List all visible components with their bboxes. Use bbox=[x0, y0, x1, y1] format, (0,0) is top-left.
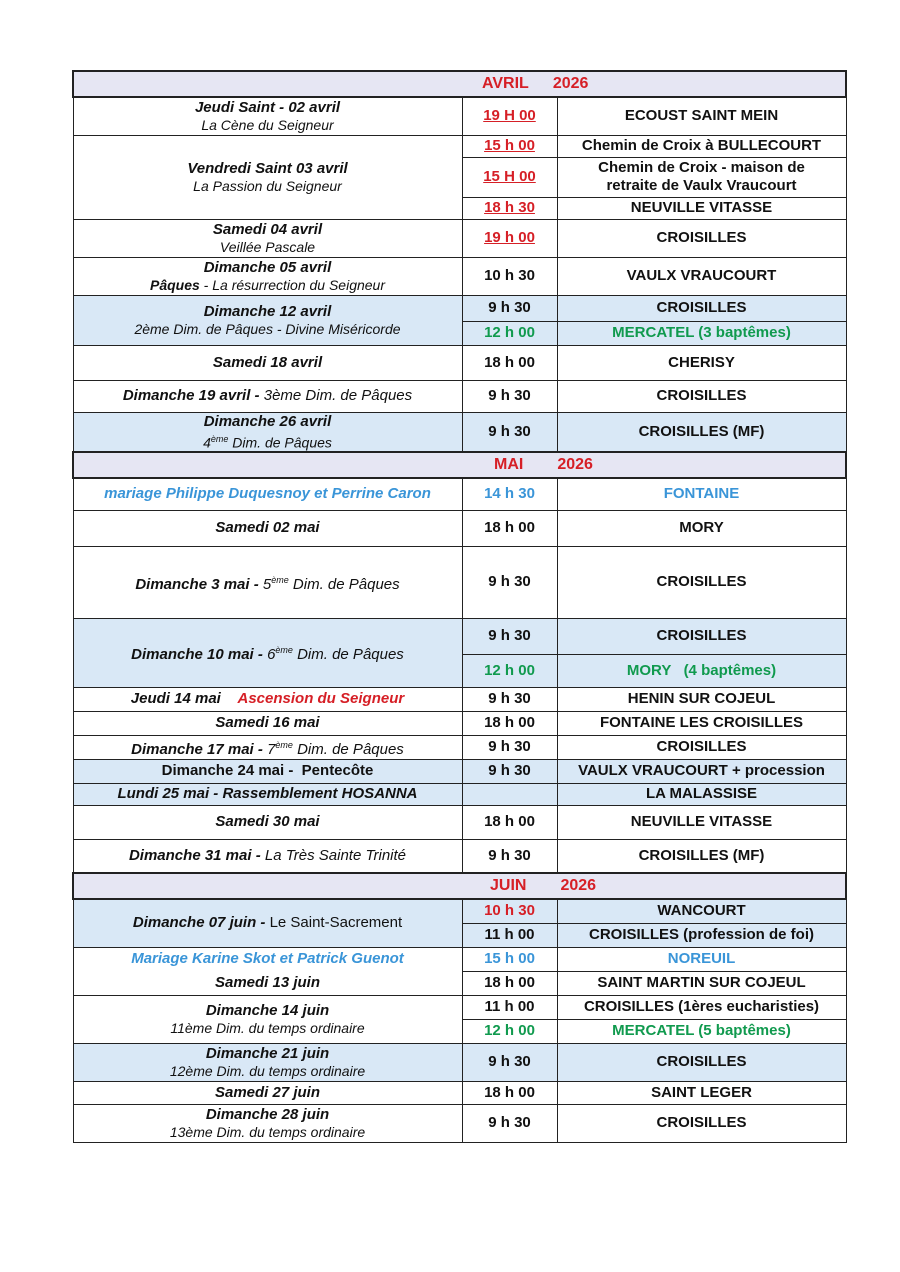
mass-time: 12 h 00 bbox=[462, 654, 557, 687]
month-year: 2026 bbox=[557, 456, 593, 474]
schedule-row bbox=[73, 380, 846, 412]
celebration-subtitle: 2ème Dim. de Pâques - Divine Miséricorde bbox=[134, 320, 401, 337]
celebration-name: Dimanche 05 avril bbox=[203, 258, 332, 276]
mass-time: 9 h 30 bbox=[462, 687, 557, 711]
mass-location: CHERISY bbox=[557, 345, 846, 380]
schedule-row bbox=[73, 295, 846, 321]
mass-location: CROISILLES (MF) bbox=[557, 839, 846, 873]
mass-time: 12 h 00 bbox=[462, 321, 557, 345]
mass-time: 9 h 30 bbox=[462, 546, 557, 618]
mass-time: 18 h 30 bbox=[462, 197, 557, 219]
schedule-row bbox=[73, 257, 846, 295]
celebration-name: Samedi 27 juin bbox=[73, 1081, 462, 1104]
celebration-subtitle: La Très Sainte Trinité bbox=[264, 846, 407, 864]
celebration-name: Jeudi Saint - 02 avril bbox=[194, 98, 341, 116]
schedule-row bbox=[73, 783, 846, 805]
celebration-name: Samedi 02 mai bbox=[73, 510, 462, 546]
schedule-row bbox=[73, 947, 846, 971]
mass-time: 9 h 30 bbox=[462, 1043, 557, 1081]
mass-location: CROISILLES bbox=[557, 219, 846, 257]
ordinal-number: 6 bbox=[267, 646, 276, 664]
celebration-subtitle: Dim. de Pâques bbox=[288, 575, 400, 593]
mass-location: Chemin de Croix à BULLECOURT bbox=[557, 135, 846, 157]
schedule-row bbox=[73, 510, 846, 546]
mass-time: 9 h 30 bbox=[462, 412, 557, 452]
ordinal-suffix: ème bbox=[271, 574, 289, 585]
schedule-row bbox=[73, 759, 846, 783]
schedule-row bbox=[73, 618, 846, 654]
ordinal-number: 5 bbox=[262, 575, 272, 593]
mass-time: 10 h 30 bbox=[462, 257, 557, 295]
celebration-subtitle: Dim. de Pâques bbox=[292, 740, 404, 758]
schedule-row bbox=[73, 345, 846, 380]
mass-location: CROISILLES bbox=[557, 380, 846, 412]
celebration-subtitle: Veillée Pascale bbox=[219, 238, 316, 255]
schedule-row bbox=[73, 1043, 846, 1081]
celebration-subtitle: 13ème Dim. du temps ordinaire bbox=[169, 1123, 366, 1140]
celebration-name: Dimanche 17 mai - bbox=[131, 740, 268, 758]
celebration-name: Samedi 16 mai bbox=[73, 711, 462, 735]
mass-location: NEUVILLE VITASSE bbox=[557, 197, 846, 219]
celebration-name: Samedi 18 avril bbox=[73, 345, 462, 380]
month-name: AVRIL bbox=[482, 75, 529, 92]
mass-time: 14 h 30 bbox=[462, 478, 557, 510]
mass-time: 10 h 30 bbox=[462, 899, 557, 923]
schedule-row bbox=[73, 711, 846, 735]
month-header-april bbox=[73, 71, 846, 97]
celebration-name: Dimanche 12 avril bbox=[203, 302, 332, 320]
celebration-name: Jeudi 14 mai bbox=[130, 690, 221, 708]
mass-time: 18 h 00 bbox=[462, 345, 557, 380]
mass-location: LA MALASSISE bbox=[557, 783, 846, 805]
schedule-row bbox=[73, 97, 846, 135]
schedule-row bbox=[73, 412, 846, 452]
celebration-subtitle: Le Saint-Sacrement bbox=[269, 914, 403, 932]
mass-location: CROISILLES bbox=[557, 1104, 846, 1142]
ordinal-suffix: ème bbox=[210, 433, 229, 444]
mass-time: 9 h 30 bbox=[462, 295, 557, 321]
ordinal-suffix: ème bbox=[275, 645, 293, 656]
mass-location: CROISILLES bbox=[557, 1043, 846, 1081]
mass-time: 9 h 30 bbox=[462, 759, 557, 783]
mass-location: NEUVILLE VITASSE bbox=[557, 805, 846, 839]
month-header-may bbox=[73, 452, 846, 478]
mass-time: 18 h 00 bbox=[462, 971, 557, 995]
mass-location: SAINT LEGER bbox=[557, 1081, 846, 1104]
schedule-row bbox=[73, 1081, 846, 1104]
mass-time: 9 h 30 bbox=[462, 1104, 557, 1142]
schedule-table bbox=[72, 70, 847, 1143]
schedule-row bbox=[73, 805, 846, 839]
celebration-name: Dimanche 21 juin bbox=[205, 1044, 330, 1062]
schedule-row bbox=[73, 735, 846, 759]
schedule-row bbox=[73, 135, 846, 157]
mass-time: 11 h 00 bbox=[462, 995, 557, 1019]
mass-location: HENIN SUR COJEUL bbox=[557, 687, 846, 711]
mass-location: MORY bbox=[557, 510, 846, 546]
mass-time: 18 h 00 bbox=[462, 1081, 557, 1104]
month-name: MAI bbox=[494, 456, 524, 474]
celebration-name: Dimanche 07 juin - bbox=[132, 914, 270, 932]
celebration-name: Dimanche 3 mai - bbox=[135, 575, 263, 593]
schedule-row bbox=[73, 546, 846, 618]
celebration-name: Samedi 30 mai bbox=[73, 805, 462, 839]
celebration-name: Samedi 04 avril bbox=[212, 220, 323, 238]
mass-location: CROISILLES (1ères eucharisties) bbox=[557, 995, 846, 1019]
mass-location: VAULX VRAUCOURT + procession bbox=[557, 759, 846, 783]
schedule-row bbox=[73, 687, 846, 711]
mass-time: 15 h 00 bbox=[462, 135, 557, 157]
celebration-subtitle-bold: Pâques bbox=[149, 276, 200, 293]
mass-location: VAULX VRAUCOURT bbox=[557, 257, 846, 295]
celebration-subtitle: Dim. de Pâques bbox=[292, 646, 404, 664]
celebration-subtitle: Dim. de Pâques bbox=[228, 434, 332, 451]
mass-location: MERCATEL (5 baptêmes) bbox=[557, 1019, 846, 1043]
celebration-name: Dimanche 19 avril - bbox=[122, 387, 264, 404]
mass-location: Chemin de Croix - maison de bbox=[598, 159, 805, 176]
schedule-row bbox=[73, 899, 846, 923]
mass-location: CROISILLES bbox=[557, 735, 846, 759]
celebration-subtitle: - La résurrection du Seigneur bbox=[199, 276, 386, 293]
mass-time: 19 H 00 bbox=[462, 97, 557, 135]
schedule-row bbox=[73, 971, 846, 995]
ordinal-suffix: ème bbox=[275, 739, 293, 750]
celebration-subtitle: La Passion du Seigneur bbox=[193, 177, 342, 194]
mass-time: 11 h 00 bbox=[462, 923, 557, 947]
mass-time: 12 h 00 bbox=[462, 1019, 557, 1043]
celebration-subtitle: 11ème Dim. du temps ordinaire bbox=[170, 1019, 365, 1036]
celebration-subtitle: 3ème Dim. de Pâques bbox=[263, 387, 413, 404]
mass-time: 9 h 30 bbox=[462, 735, 557, 759]
celebration-name: Vendredi Saint 03 avril bbox=[187, 159, 348, 177]
celebration-name: Dimanche 10 mai - bbox=[131, 646, 268, 664]
celebration-subtitle: 12ème Dim. du temps ordinaire bbox=[169, 1062, 366, 1079]
celebration-name: Dimanche 26 avril bbox=[203, 412, 332, 430]
ordinal-number: 4 bbox=[203, 434, 211, 451]
celebration-name: Samedi 13 juin bbox=[73, 971, 462, 995]
mass-time: 18 h 00 bbox=[462, 805, 557, 839]
schedule-row bbox=[73, 219, 846, 257]
mass-time bbox=[462, 783, 557, 805]
month-year: 2026 bbox=[552, 75, 589, 92]
mass-location: WANCOURT bbox=[557, 899, 846, 923]
schedule-row bbox=[73, 995, 846, 1019]
celebration-name: mariage Philippe Duquesnoy et Perrine Caron bbox=[73, 478, 462, 510]
mass-time: 9 h 30 bbox=[462, 618, 557, 654]
mass-location: ECOUST SAINT MEIN bbox=[557, 97, 846, 135]
mass-location: CROISILLES bbox=[557, 546, 846, 618]
month-name: JUIN bbox=[490, 877, 527, 895]
mass-location: MERCATEL (3 baptêmes) bbox=[557, 321, 846, 345]
mass-location: CROISILLES bbox=[557, 618, 846, 654]
month-header-june bbox=[73, 873, 846, 899]
celebration-feast: Ascension du Seigneur bbox=[237, 690, 405, 708]
celebration-name: Mariage Karine Skot et Patrick Guenot bbox=[73, 947, 462, 971]
mass-location: CROISILLES bbox=[557, 295, 846, 321]
mass-location-line2: retraite de Vaulx Vraucourt bbox=[606, 177, 797, 194]
month-year: 2026 bbox=[560, 877, 597, 895]
mass-time: 19 h 00 bbox=[462, 219, 557, 257]
mass-time: 9 h 30 bbox=[462, 380, 557, 412]
mass-time: 18 h 00 bbox=[462, 510, 557, 546]
schedule-row bbox=[73, 839, 846, 873]
celebration-name: Lundi 25 mai - Rassemblement HOSANNA bbox=[73, 783, 462, 805]
mass-location: SAINT MARTIN SUR COJEUL bbox=[557, 971, 846, 995]
mass-time: 9 h 30 bbox=[462, 839, 557, 873]
celebration-subtitle: La Cène du Seigneur bbox=[201, 116, 334, 133]
mass-time: 15 h 00 bbox=[462, 947, 557, 971]
mass-location: FONTAINE bbox=[557, 478, 846, 510]
mass-location: CROISILLES (profession de foi) bbox=[557, 923, 846, 947]
mass-location: NOREUIL bbox=[557, 947, 846, 971]
mass-time: 18 h 00 bbox=[462, 711, 557, 735]
mass-time: 15 H 00 bbox=[462, 157, 557, 197]
schedule-row bbox=[73, 478, 846, 510]
celebration-name: Dimanche 14 juin bbox=[205, 1001, 330, 1019]
celebration-name: Dimanche 31 mai - bbox=[128, 846, 265, 864]
mass-location: MORY (4 baptêmes) bbox=[557, 654, 846, 687]
ordinal-number: 7 bbox=[267, 740, 276, 758]
schedule-row bbox=[73, 1104, 846, 1142]
celebration-name: Dimanche 24 mai - Pentecôte bbox=[73, 759, 462, 783]
mass-location: FONTAINE LES CROISILLES bbox=[557, 711, 846, 735]
mass-location: CROISILLES (MF) bbox=[557, 412, 846, 452]
celebration-name: Dimanche 28 juin bbox=[205, 1105, 330, 1123]
